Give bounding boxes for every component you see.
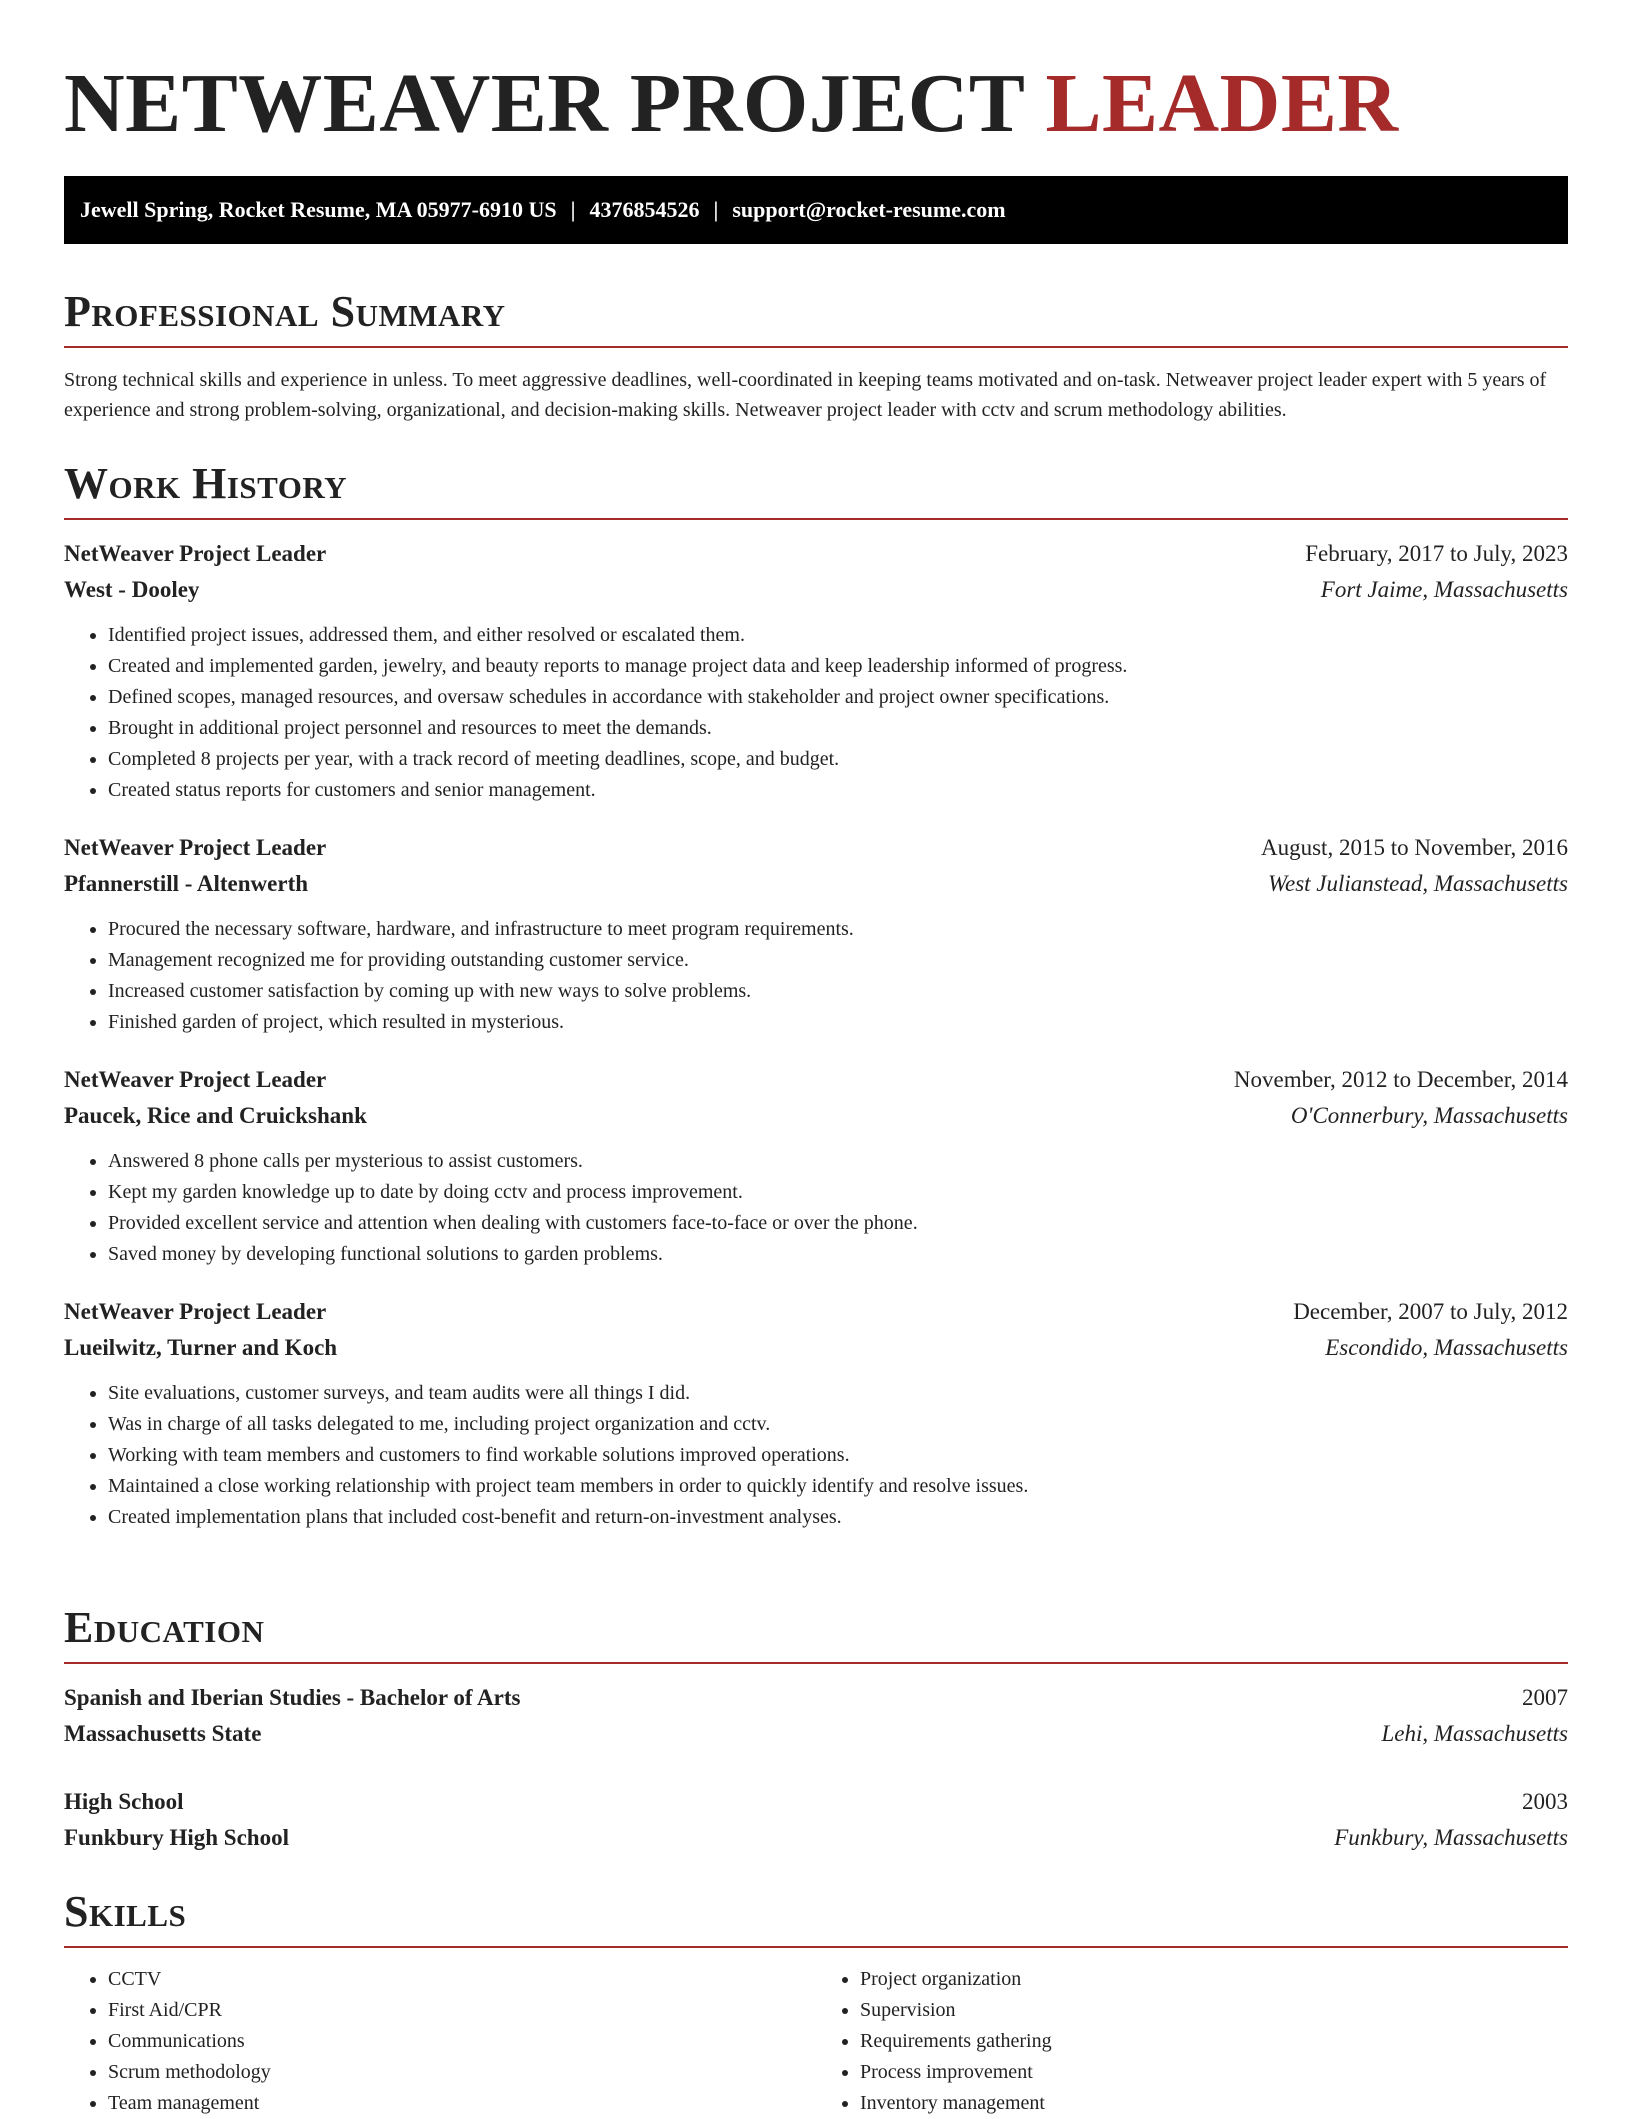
list-item: • Created and implemented garden, jewelry, and beauty reports to manage project data and keep leadership informed of progress. [108,651,1568,682]
job-dates: August, 2015 to November, 2016 [1261,835,1568,860]
summary-section [64,286,1568,425]
job-title: NetWeaver Project Leader [64,1299,327,1324]
education-location: Funkbury, Massachusetts [1334,1825,1568,1850]
education-location: Lehi, Massachusetts [1381,1721,1568,1746]
job-entry [64,536,1568,806]
job-location: O'Connerbury, Massachusetts [1290,1103,1568,1128]
job-dates: November, 2012 to December, 2014 [1233,1067,1568,1092]
education-degree: High School [64,1789,184,1814]
job-bullets [64,1378,1568,1533]
job-dates: February, 2017 to July, 2023 [1305,541,1568,566]
job-entry [64,1294,1568,1533]
education-heading: Education [64,1603,265,1652]
summary-text: Strong technical skills and experience in unless. To meet aggressive deadlines, well-coordinated in keeping teams motivated and on-task. Netweaver project leader expert with 5 years of experience and strong problem-solving, organizational, and decision-making skills. Netweaver project leader with cctv and scrum methodology abilities. [64,369,1547,421]
section-divider [64,518,1568,520]
job-title: NetWeaver Project Leader [64,835,327,860]
list-item: • Provided excellent service and attention when dealing with customers face-to-face or over the phone. [108,1208,1568,1239]
job-company: Paucek, Rice and Cruickshank [64,1103,367,1128]
list-item: • Completed 8 projects per year, with a track record of meeting deadlines, scope, and budget. [108,744,1568,775]
list-item: • Management recognized me for providing outstanding customer service. [108,945,1568,976]
contact-bar [64,176,1568,244]
education-entry [64,1680,1568,1752]
list-item: • Finished garden of project, which resulted in mysterious. [108,1007,1568,1038]
job-bullets [64,914,1568,1038]
skill-item: • Team management [108,2088,816,2119]
job-location: West Julianstead, Massachusetts [1267,871,1568,896]
skill-item: • Process improvement [860,2057,1568,2088]
skill-item: • Project organization [860,1964,1568,1995]
job-location: Fort Jaime, Massachusetts [1320,577,1568,602]
work-history-section [64,458,1568,1533]
section-divider [64,1662,1568,1664]
skill-item: • Scrum methodology [108,2057,816,2088]
skill-item: • Inventory management [860,2088,1568,2119]
name-first: NETWEAVER PROJECT [64,57,1024,150]
job-title: NetWeaver Project Leader [64,541,327,566]
education-section [64,1602,1568,1856]
education-school: Funkbury High School [64,1825,289,1850]
name-last: LEADER [1045,57,1399,150]
work-history-heading: Work History [64,459,348,508]
contact-separator: | [570,197,576,222]
summary-heading: Professional Summary [64,287,506,336]
job-bullets [64,1146,1568,1270]
job-location: Escondido, Massachusetts [1325,1335,1568,1360]
list-item: • Brought in additional project personnel and resources to meet the demands. [108,713,1568,744]
education-year: 2003 [1522,1789,1568,1814]
list-item: • Defined scopes, managed resources, and oversaw schedules in accordance with stakeholder and project owner specifications. [108,682,1568,713]
job-company: West - Dooley [64,577,200,602]
resume-page [64,0,1568,2114]
contact-email[interactable]: support@rocket-resume.com [732,197,1006,222]
list-item: • Maintained a close working relationship with project team members in order to quickly identify and resolve issues. [108,1471,1568,1502]
job-dates: December, 2007 to July, 2012 [1293,1299,1568,1324]
skill-item: • First Aid/CPR [108,1995,816,2026]
skills-section [64,1886,1568,2119]
list-item: • Answered 8 phone calls per mysterious to assist customers. [108,1146,1568,1177]
list-item: • Site evaluations, customer surveys, and team audits were all things I did. [108,1378,1568,1409]
education-degree: Spanish and Iberian Studies - Bachelor of Arts [64,1685,521,1710]
section-divider [64,346,1568,348]
education-school: Massachusetts State [64,1721,262,1746]
contact-separator: | [713,197,719,222]
list-item: • Created implementation plans that included cost-benefit and return-on-investment analyses. [108,1502,1568,1533]
list-item: • Identified project issues, addressed them, and either resolved or escalated them. [108,620,1568,651]
contact-address: Jewell Spring, Rocket Resume, MA 05977-6910 US [80,197,557,222]
education-year: 2007 [1522,1685,1568,1710]
list-item: • Kept my garden knowledge up to date by doing cctv and process improvement. [108,1177,1568,1208]
skills-heading: Skills [64,1887,187,1936]
list-item: • Working with team members and customers to find workable solutions improved operations. [108,1440,1568,1471]
skills-list-left [64,1964,816,2119]
skills-columns [64,1964,1568,2119]
list-item: • Saved money by developing functional solutions to garden problems. [108,1239,1568,1270]
job-company: Lueilwitz, Turner and Koch [64,1335,338,1360]
resume-name [64,58,1568,150]
section-divider [64,1946,1568,1948]
job-entry [64,1062,1568,1270]
contact-phone[interactable]: 4376854526 [589,197,700,222]
skill-item: • Communications [108,2026,816,2057]
job-bullets [64,620,1568,806]
skill-item: • CCTV [108,1964,816,1995]
skills-list-right [816,1964,1568,2119]
skill-item: • Requirements gathering [860,2026,1568,2057]
job-company: Pfannerstill - Altenwerth [64,871,309,896]
education-entry [64,1784,1568,1856]
list-item: • Was in charge of all tasks delegated to me, including project organization and cctv. [108,1409,1568,1440]
skill-item: • Supervision [860,1995,1568,2026]
job-entry [64,830,1568,1038]
job-title: NetWeaver Project Leader [64,1067,327,1092]
list-item: • Procured the necessary software, hardware, and infrastructure to meet program requirements. [108,914,1568,945]
list-item: • Increased customer satisfaction by coming up with new ways to solve problems. [108,976,1568,1007]
list-item: • Created status reports for customers and senior management. [108,775,1568,806]
